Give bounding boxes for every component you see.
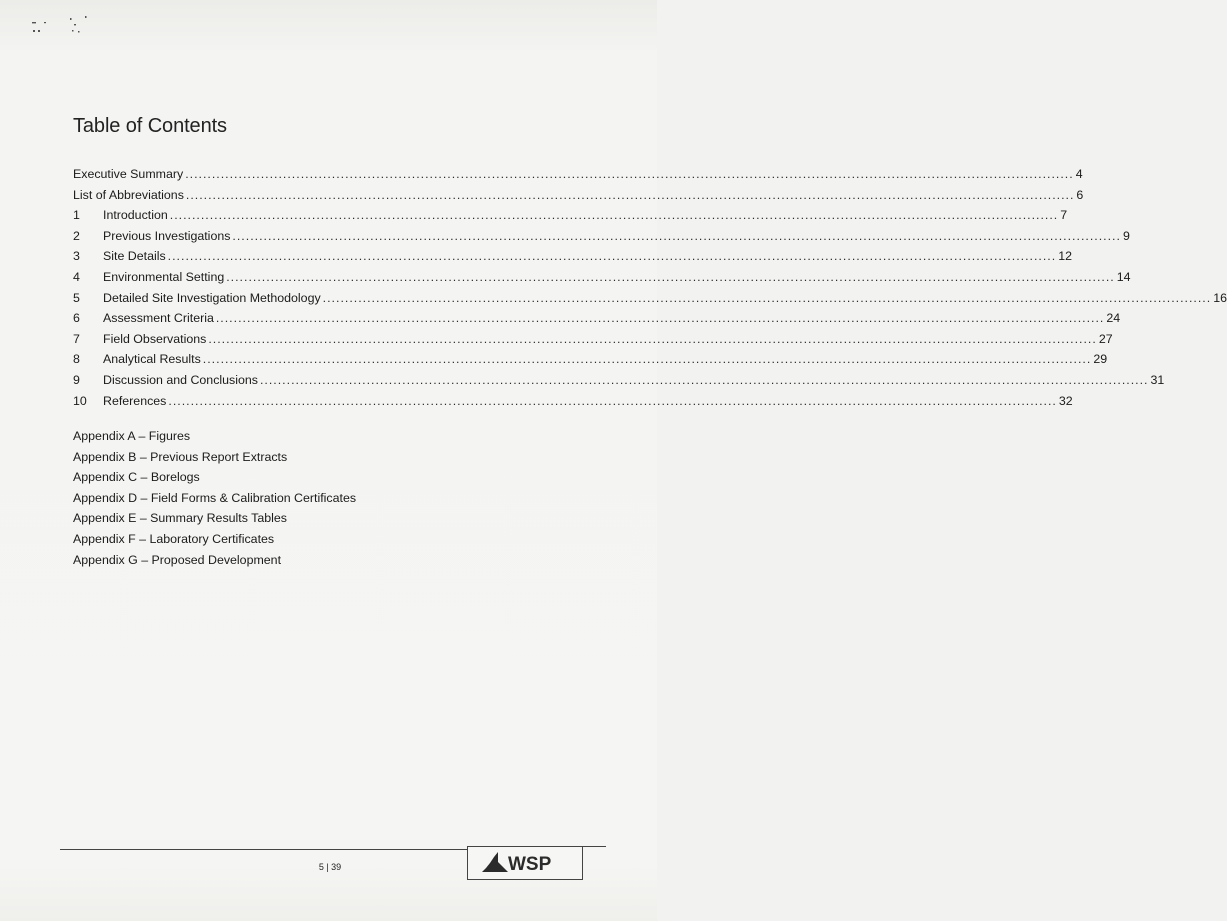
toc-entry-number: 9 (73, 372, 80, 387)
toc-leader-dots: ........................................................................................................................................................................................................ (259, 372, 1149, 387)
toc-entry-number: 8 (73, 352, 80, 367)
toc-leader-dots: ........................................................................................................................................................................................................ (169, 208, 1059, 223)
appendix-item: Appendix A – Figures (73, 429, 191, 443)
toc-entry-title: Executive Summary (73, 167, 184, 181)
toc-entry[interactable] (73, 349, 1108, 370)
appendix-item: Appendix F – Laboratory Certificates (73, 531, 275, 546)
toc-entry-title: List of Abbreviations (73, 187, 184, 202)
toc-entry-number: 10 (73, 393, 87, 408)
toc-entry-page: 14 (1116, 269, 1131, 284)
toc-entry-number: 3 (73, 249, 80, 264)
toc-entry-number: 7 (73, 331, 80, 346)
appendix-item: Appendix D – Field Forms & Calibration Certificates (73, 490, 357, 505)
appendix-list (73, 426, 356, 570)
toc-leader-dots: ........................................................................................................................................................................................................ (226, 269, 1115, 284)
scan-artifact-icon (30, 14, 90, 38)
toc-entry[interactable] (73, 164, 1083, 185)
toc-entry-page: 12 (1058, 249, 1072, 264)
toc-entry-page: 6 (1076, 187, 1084, 202)
appendix-item: Appendix E – Summary Results Tables (73, 511, 287, 526)
toc-leader-dots: ........................................................................................................................................................................................................ (208, 331, 1097, 346)
toc-entry-page: 27 (1098, 331, 1113, 346)
toc-entry[interactable] (73, 226, 1130, 247)
toc-entry-title: Discussion and Conclusions (103, 372, 258, 387)
toc-entry[interactable] (73, 267, 1131, 288)
toc-entry-page: 7 (1060, 208, 1068, 223)
toc-entry-number: 5 (73, 290, 80, 305)
toc-entry[interactable] (73, 391, 1073, 412)
toc-entry-page: 32 (1058, 393, 1073, 408)
toc-entry-number: 6 (73, 311, 80, 326)
toc-entry-title: Analytical Results (103, 352, 201, 367)
toc-entry-page: 29 (1093, 352, 1108, 367)
toc-entry-page: 24 (1106, 311, 1121, 326)
toc-leader-dots: ........................................................................................................................................................................................................ (215, 311, 1105, 326)
wsp-logo-icon (478, 848, 578, 876)
toc-entry-page: 16 (1213, 290, 1227, 305)
toc-leader-dots: ........................................................................................................................................................................................................ (168, 393, 1057, 408)
toc-entry-title: Assessment Criteria (103, 311, 214, 326)
toc-entry[interactable] (73, 288, 1227, 309)
toc-leader-dots: ........................................................................................................................................................................................................ (167, 249, 1057, 264)
toc-entry-page: 4 (1075, 167, 1083, 181)
appendix-item: Appendix B – Previous Report Extracts (73, 449, 288, 464)
footer-rule (60, 849, 467, 850)
toc-entry[interactable] (73, 246, 1072, 267)
toc-entry-page: 9 (1122, 228, 1130, 243)
toc-entry-title: Field Observations (103, 331, 207, 346)
toc-entry-number: 1 (73, 208, 80, 223)
toc-entry[interactable] (73, 308, 1121, 329)
toc-entry[interactable] (73, 370, 1165, 391)
toc-entry-title: Previous Investigations (103, 228, 231, 243)
toc-entry-number: 2 (73, 228, 80, 243)
toc-entry[interactable] (73, 185, 1084, 206)
toc-entry-title: Environmental Setting (103, 269, 225, 284)
toc-leader-dots: ........................................................................................................................................................................................................ (202, 352, 1092, 367)
footer-rule-right (582, 846, 606, 847)
table-of-contents (73, 164, 1227, 411)
toc-entry-title: References (103, 393, 167, 408)
toc-leader-dots: ........................................................................................................................................................................................................ (185, 167, 1074, 181)
appendix-item: Appendix G – Proposed Development (73, 552, 282, 567)
toc-entry-page: 31 (1150, 372, 1165, 387)
page-number: 5 | 39 (318, 862, 342, 872)
toc-entry-title: Detailed Site Investigation Methodology (103, 290, 321, 305)
toc-leader-dots: ........................................................................................................................................................................................................ (232, 228, 1121, 243)
toc-entry-number: 4 (73, 269, 80, 284)
toc-leader-dots: ........................................................................................................................................................................................................ (185, 187, 1075, 202)
toc-entry[interactable] (73, 205, 1068, 226)
page-title: Table of Contents (73, 115, 227, 137)
toc-leader-dots: ........................................................................................................................................................................................................ (322, 290, 1212, 305)
wsp-logo-text: WSP (508, 854, 552, 875)
appendix-item: Appendix C – Borelogs (73, 470, 200, 485)
toc-entry-title: Introduction (103, 208, 168, 223)
toc-entry[interactable] (73, 329, 1113, 350)
toc-entry-title: Site Details (103, 249, 166, 264)
